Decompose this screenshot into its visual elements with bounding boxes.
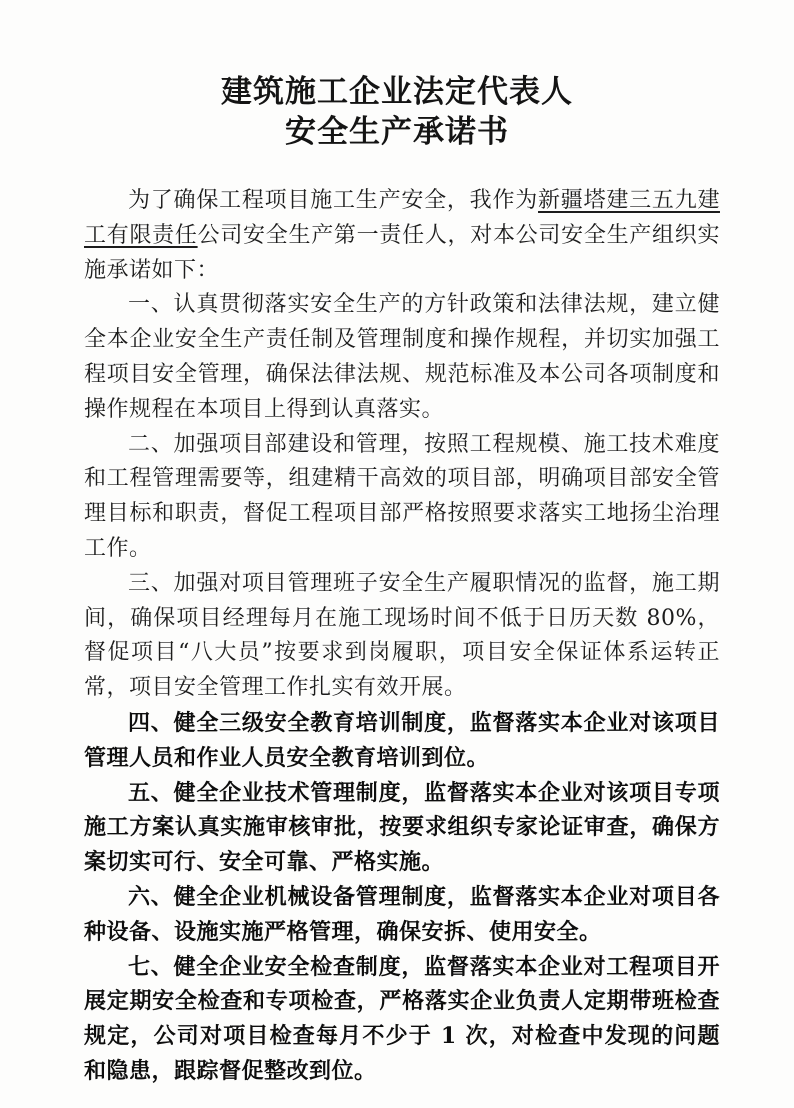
- commitment-item-6: 六、健全企业机械设备管理制度，监督落实本企业对项目各种设备、设施实施严格管理，确保安拆、使用安全。: [84, 883, 720, 945]
- commitment-item-5: 五、健全企业技术管理制度，监督落实本企业对该项目专项施工方案认真实施审核审批，按要求组织专家论证审查，确保方案切实可行、安全可靠、严格实施。: [84, 779, 720, 876]
- intro-suffix: 公司安全生产第一责任人，对本公司安全生产组织实施承诺如下：: [84, 222, 720, 283]
- commitment-item-1: 一、认真贯彻落实安全生产的方针政策和法律法规，建立健全本企业安全生产责任制及管理制度和操作规程，并切实加强工程项目安全管理，确保法律法规、规范标准及本公司各项制度和操作规程在本项目上得到认真落实。: [84, 292, 720, 422]
- intro-prefix: 为了确保工程项目施工生产安全，我作为: [128, 188, 539, 213]
- commitment-item-7: 七、健全企业安全检查制度，监督落实本企业对工程项目开展定期安全检查和专项检查，严格落实企业负责人定期带班检查规定，公司对项目检查每月不少于 1 次，对检查中发现的问题和隐患，跟踪督促整改到位。: [84, 953, 720, 1084]
- document-body: [84, 184, 720, 1089]
- title-line-2: 安全生产承诺书: [285, 114, 509, 150]
- intro-paragraph: [84, 184, 720, 288]
- commitment-item-2: 二、加强项目部建设和管理，按照工程规模、施工技术难度和工程管理需要等，组建精干高效的项目部，明确项目部安全管理目标和职责，督促工程项目部严格按照要求落实工地扬尘治理工作。: [84, 431, 720, 561]
- company-name: 新疆塔建三五九建工有限责任: [84, 188, 720, 248]
- commitment-item-4: 四、健全三级安全教育培训制度，监督落实本企业对该项目管理人员和作业人员安全教育培训到位。: [84, 709, 720, 771]
- document-title: [0, 72, 794, 152]
- title-line-1: 建筑施工企业法定代表人: [221, 74, 573, 110]
- commitment-item-3: 三、加强对项目管理班子安全生产履职情况的监督，施工期间，确保项目经理每月在施工现场时间不低于日历天数 80%，督促项目“八大员”按要求到岗履职，项目安全保证体系运转正常，项目安全管理工作扎实有效开展。: [84, 570, 720, 701]
